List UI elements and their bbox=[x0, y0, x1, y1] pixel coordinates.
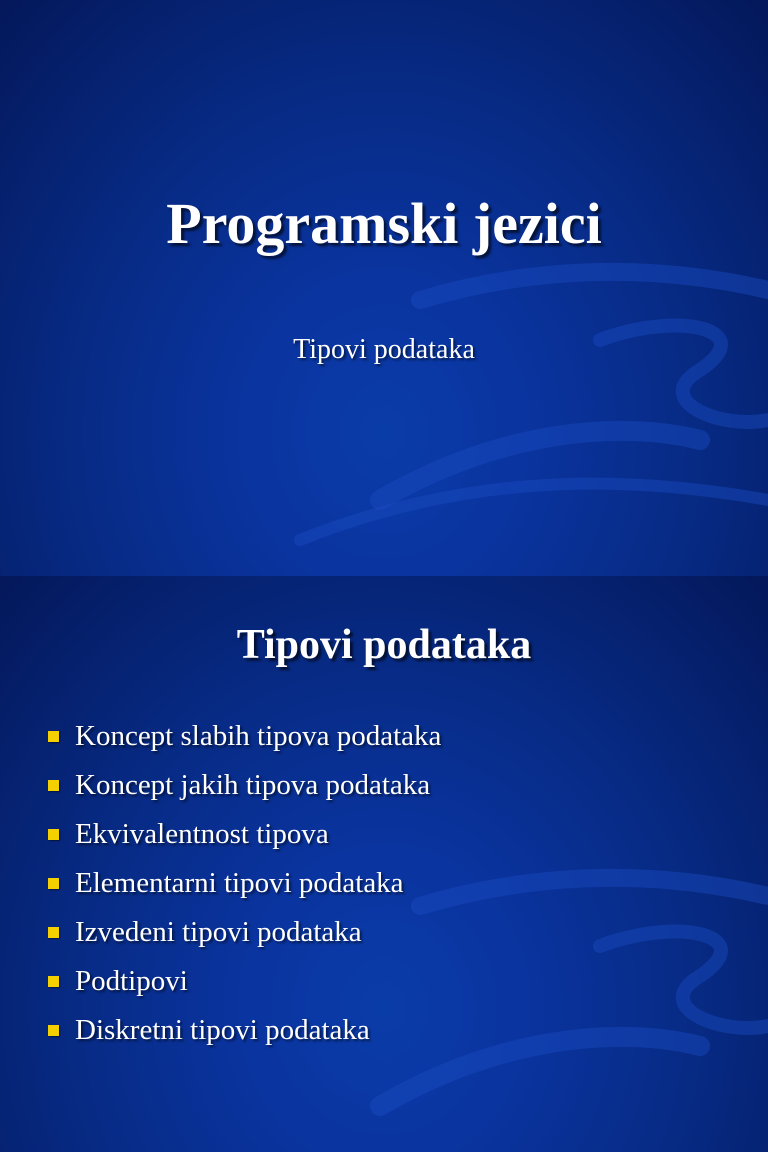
square-bullet-icon bbox=[48, 780, 59, 791]
slide-subtitle: Tipovi podataka bbox=[293, 334, 475, 365]
square-bullet-icon bbox=[48, 731, 59, 742]
square-bullet-icon bbox=[48, 927, 59, 938]
list-item bbox=[48, 908, 441, 957]
list-item-text: Ekvivalentnost tipova bbox=[75, 818, 329, 850]
list-item-text: Koncept jakih tipova podataka bbox=[75, 769, 431, 801]
list-item bbox=[48, 810, 441, 859]
list-item-text: Elementarni tipovi podataka bbox=[75, 867, 404, 899]
list-item bbox=[48, 1006, 441, 1055]
list-item bbox=[48, 859, 441, 908]
square-bullet-icon bbox=[48, 878, 59, 889]
bullet-list bbox=[48, 712, 441, 1055]
list-item-text: Izvedeni tipovi podataka bbox=[75, 916, 362, 948]
list-item bbox=[48, 712, 441, 761]
list-item-text: Podtipovi bbox=[75, 965, 188, 997]
list-item-text: Diskretni tipovi podataka bbox=[75, 1014, 370, 1046]
square-bullet-icon bbox=[48, 829, 59, 840]
slide-title-heading: Programski jezici bbox=[166, 191, 602, 256]
square-bullet-icon bbox=[48, 976, 59, 987]
list-item bbox=[48, 761, 441, 810]
square-bullet-icon bbox=[48, 1025, 59, 1036]
slide-content bbox=[0, 576, 768, 1152]
slide-heading: Tipovi podataka bbox=[236, 622, 532, 668]
list-item bbox=[48, 957, 441, 1006]
list-item-text: Koncept slabih tipova podataka bbox=[75, 720, 442, 752]
